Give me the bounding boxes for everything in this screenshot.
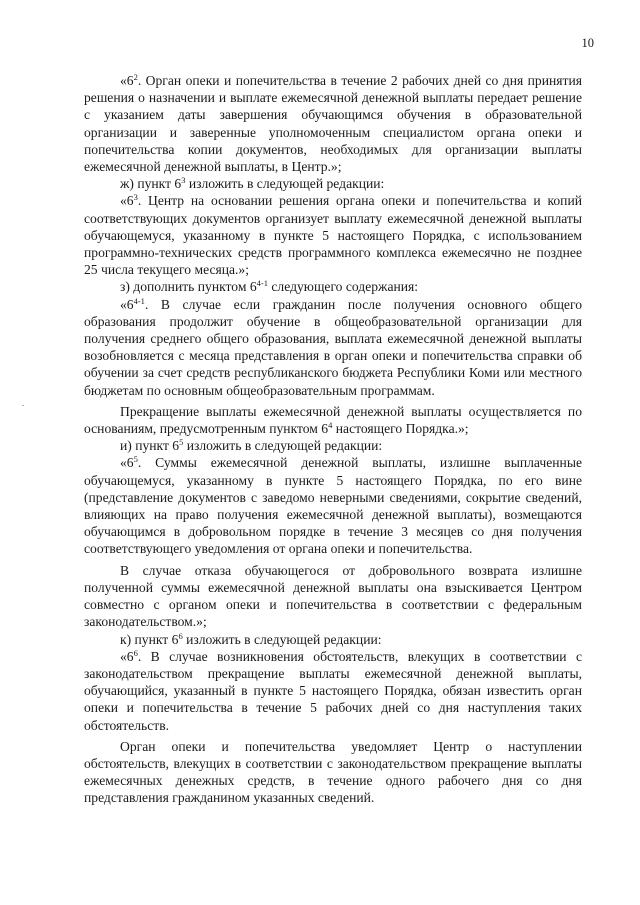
item-i [84,437,582,454]
item-i-suffix: изложить в следующей редакции: [183,438,383,454]
document-body [84,72,582,807]
item-k-superscript: 6 [178,630,183,641]
paragraph-6-6-text [84,648,582,734]
item-z [84,278,582,295]
item-z-superscript: 4-1 [256,278,268,289]
paragraph-6-2-text [84,72,582,175]
notification-paragraph: Орган опеки и попечительства уведомляет Центр о наступлении обстоятельств, влекущих в соответствии с законодательством прекращение выплаты ежемесячных денежных средств, в течение одного рабочего дня со дня представления гражданином указанных сведений. [84,738,582,806]
item-z-prefix: з) дополнить пунктом 6 [120,279,257,295]
refusal-paragraph: В случае отказа обучающегося от добровольного возврата излишне полученной суммы ежемесячной денежной выплаты она взыскивается Центром совместно с органом опеки и попечительства в соответствии с федеральным законодательством.»; [84,562,582,630]
termination-paragraph [84,403,582,437]
termination-superscript: 4 [328,420,333,431]
paragraph-6-5-text [84,454,582,557]
paragraph-6-5-quote: «6 [120,455,134,471]
item-zh-superscript: 3 [181,175,186,186]
item-zh-suffix: изложить в следующей редакции: [185,176,385,192]
item-z-suffix: следующего содержания: [268,279,419,295]
paragraph-6-3-quote: «6 [120,193,134,209]
paragraph-6-6-superscript: 6 [133,647,138,658]
paragraph-6-3-text [84,192,582,278]
paragraph-6-4-1-text [84,296,582,399]
item-zh [84,175,582,192]
paragraph-6-2-quote: «6 [120,73,134,88]
paragraph-6-2-superscript: 2 [133,72,138,82]
paragraph-6-4-1-quote: «6 [120,296,134,312]
item-i-superscript: 5 [179,437,184,448]
paragraph-6-3-body: . Центр на основании решения органа опеки и попечительства и копий соответствующих документов организует выплату ежемесячной денежной выплаты обучающемуся, указанному в пункте 5 настоящего Порядка, с использованием программно-технических средств программного комплекса ежемесячно не позднее 25 числа текущего месяца.»; [84,193,582,278]
paragraph-6-6-body: . В случае возникновения обстоятельств, влекущих в соответствии с законодательством прекращение выплаты ежемесячной денежной выплаты, обучающийся, указанный в пункте 5 настоящего Порядка, обязан известить орган опеки и попечительства в течение 5 рабочих дней со дня наступления таких обстоятельств. [84,648,582,733]
termination-prefix: Прекращение выплаты ежемесячной денежной выплаты осуществляется по основаниям, предусмотренным пунктом 6 [84,403,582,437]
item-i-prefix: и) пункт 6 [120,438,180,454]
item-zh-prefix: ж) пункт 6 [120,176,182,192]
paragraph-6-4-1-superscript: 4-1 [133,295,145,306]
paragraph-6-5-body: . Суммы ежемесячной денежной выплаты, излишне выплаченные обучающемуся, указанному в пункте 5 настоящего Порядка, по его вине (представление документов с заведомо неверными сведениями, сокрытие сведений, влияющих на право получения ежемесячной денежной выплаты), возмещаются обучающимся в добровольном порядке в течение 3 месяцев со дня получения соответствующего уведомления от органа опеки и попечительства. [84,455,582,557]
paragraph-6-3-superscript: 3 [133,192,138,203]
paragraph-6-6-quote: «6 [120,648,134,664]
page-number: 10 [581,36,594,50]
item-k [84,631,582,648]
paragraph-6-5-superscript: 5 [133,454,138,465]
paragraph-6-2-body: . Орган опеки и попечительства в течение 2 рабочих дней со дня принятия решения о назначении и выплате ежемесячной денежной выплаты передает решение с указанием даты завершения обучающимся обучения в образовательной организации и заверенные уполномоченным специалистом органа опеки и попечительства копии документов, необходимых для организации выплаты ежемесячной денежной выплаты, в Центр.»; [84,73,582,175]
item-k-prefix: к) пункт 6 [120,631,179,647]
paragraph-6-4-1-body: . В случае если гражданин после получения основного общего образования продолжит обучение в общеобразовательной организации для получения среднего общего образования, выплата ежемесячной денежной выплаты возобновляется с месяца представления в орган опеки и попечительства справки об обучении за счет средств республиканского бюджета Республики Коми или местного бюджетам по основным общеобразовательным программам. [84,296,582,398]
margin-mark: . [22,398,25,408]
termination-suffix: настоящего Порядка.»; [332,421,469,437]
item-k-suffix: изложить в следующей редакции: [182,631,382,647]
